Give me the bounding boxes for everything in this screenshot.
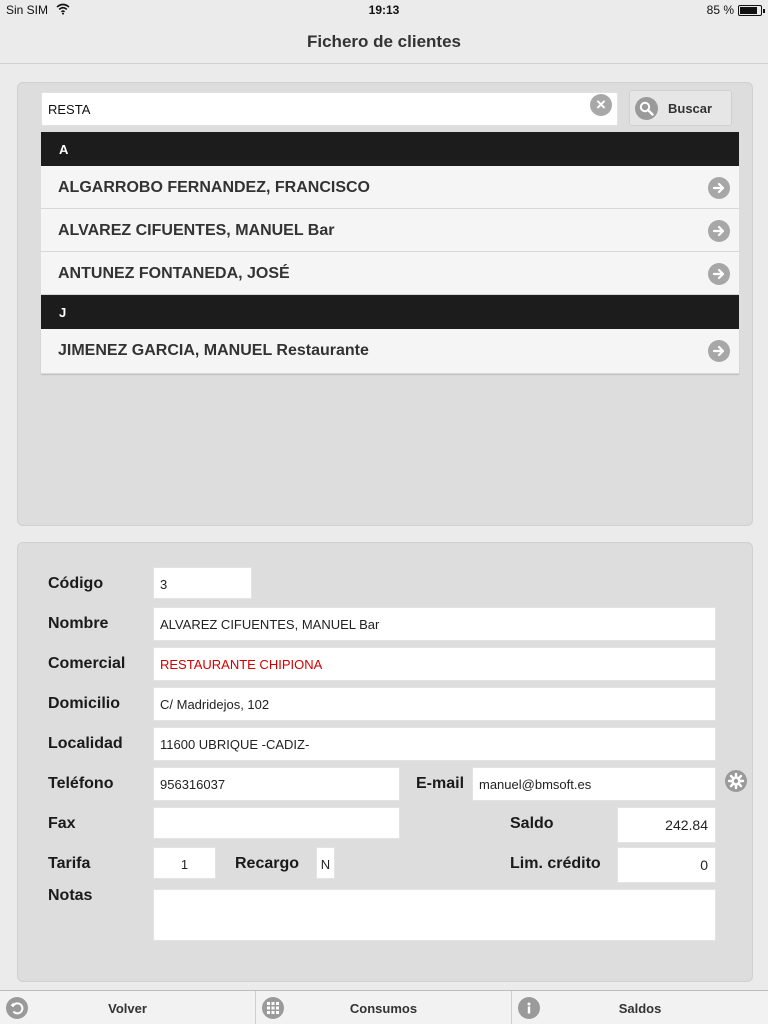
- nombre-label: Nombre: [48, 615, 109, 632]
- battery-percent: 85 %: [706, 3, 734, 17]
- list-item[interactable]: [41, 252, 739, 295]
- search-input[interactable]: RESTA: [41, 92, 618, 126]
- nombre-field[interactable]: ALVAREZ CIFUENTES, MANUEL Bar: [153, 607, 716, 641]
- comercial-field[interactable]: RESTAURANTE CHIPIONA: [153, 647, 716, 681]
- consumos-label: Consumos: [349, 1001, 418, 1016]
- search-icon: [635, 97, 658, 120]
- client-name: ALGARROBO FERNANDEZ, FRANCISCO: [58, 179, 370, 196]
- clock: 19:13: [368, 3, 400, 17]
- email-label: E-mail: [416, 775, 465, 792]
- client-name: ANTUNEZ FONTANEDA, JOSÉ: [58, 265, 290, 282]
- gear-icon[interactable]: [725, 770, 747, 792]
- client-list: [41, 132, 739, 374]
- email-field[interactable]: manuel@bmsoft.es: [472, 767, 716, 801]
- consumos-button[interactable]: [256, 991, 512, 1024]
- client-detail-panel: [17, 542, 753, 982]
- notas-field[interactable]: [153, 889, 716, 941]
- search-panel: [17, 82, 753, 526]
- lim-credito-field[interactable]: 0: [617, 847, 716, 883]
- clear-search-icon[interactable]: ×: [590, 94, 612, 116]
- telefono-field[interactable]: 956316037: [153, 767, 400, 801]
- tarifa-label: Tarifa: [48, 855, 91, 872]
- section-header-j: J: [41, 295, 739, 329]
- saldos-button[interactable]: [512, 991, 768, 1024]
- arrow-right-icon[interactable]: [708, 263, 730, 285]
- bottom-toolbar: [0, 990, 768, 1024]
- arrow-right-icon[interactable]: [708, 340, 730, 362]
- telefono-label: Teléfono: [48, 775, 114, 792]
- notas-label: Notas: [48, 887, 93, 904]
- battery-icon: [738, 5, 762, 16]
- list-item[interactable]: [41, 209, 739, 252]
- arrow-right-icon[interactable]: [708, 177, 730, 199]
- section-header-a: A: [41, 132, 739, 166]
- list-item[interactable]: [41, 166, 739, 209]
- comercial-label: Comercial: [48, 655, 126, 672]
- arrow-right-icon[interactable]: [708, 220, 730, 242]
- client-name: JIMENEZ GARCIA, MANUEL Restaurante: [58, 342, 369, 359]
- domicilio-label: Domicilio: [48, 695, 121, 712]
- search-button[interactable]: [629, 90, 732, 126]
- search-button-label: Buscar: [668, 101, 713, 116]
- carrier-label: Sin SIM: [6, 3, 49, 17]
- codigo-field[interactable]: 3: [153, 567, 252, 599]
- tarifa-field[interactable]: 1: [153, 847, 216, 879]
- saldo-label: Saldo: [510, 815, 554, 832]
- saldo-field[interactable]: 242.84: [617, 807, 716, 843]
- codigo-label: Código: [48, 575, 104, 592]
- battery-fill: [740, 7, 757, 14]
- status-bar: [0, 0, 768, 20]
- fax-label: Fax: [48, 815, 76, 832]
- domicilio-field[interactable]: C/ Madridejos, 102: [153, 687, 716, 721]
- lim-credito-label: Lim. crédito: [510, 855, 601, 872]
- page-title: Fichero de clientes: [307, 31, 461, 51]
- volver-label: Volver: [108, 1001, 147, 1016]
- saldos-label: Saldos: [618, 1001, 662, 1016]
- localidad-label: Localidad: [48, 735, 123, 752]
- list-item[interactable]: [41, 329, 739, 374]
- recargo-field[interactable]: N: [316, 847, 335, 879]
- recargo-label: Recargo: [235, 855, 300, 872]
- volver-button[interactable]: [0, 991, 256, 1024]
- localidad-field[interactable]: 11600 UBRIQUE -CADIZ-: [153, 727, 716, 761]
- fax-field[interactable]: [153, 807, 400, 839]
- client-name: ALVAREZ CIFUENTES, MANUEL Bar: [58, 222, 335, 239]
- nav-bar: [0, 20, 768, 64]
